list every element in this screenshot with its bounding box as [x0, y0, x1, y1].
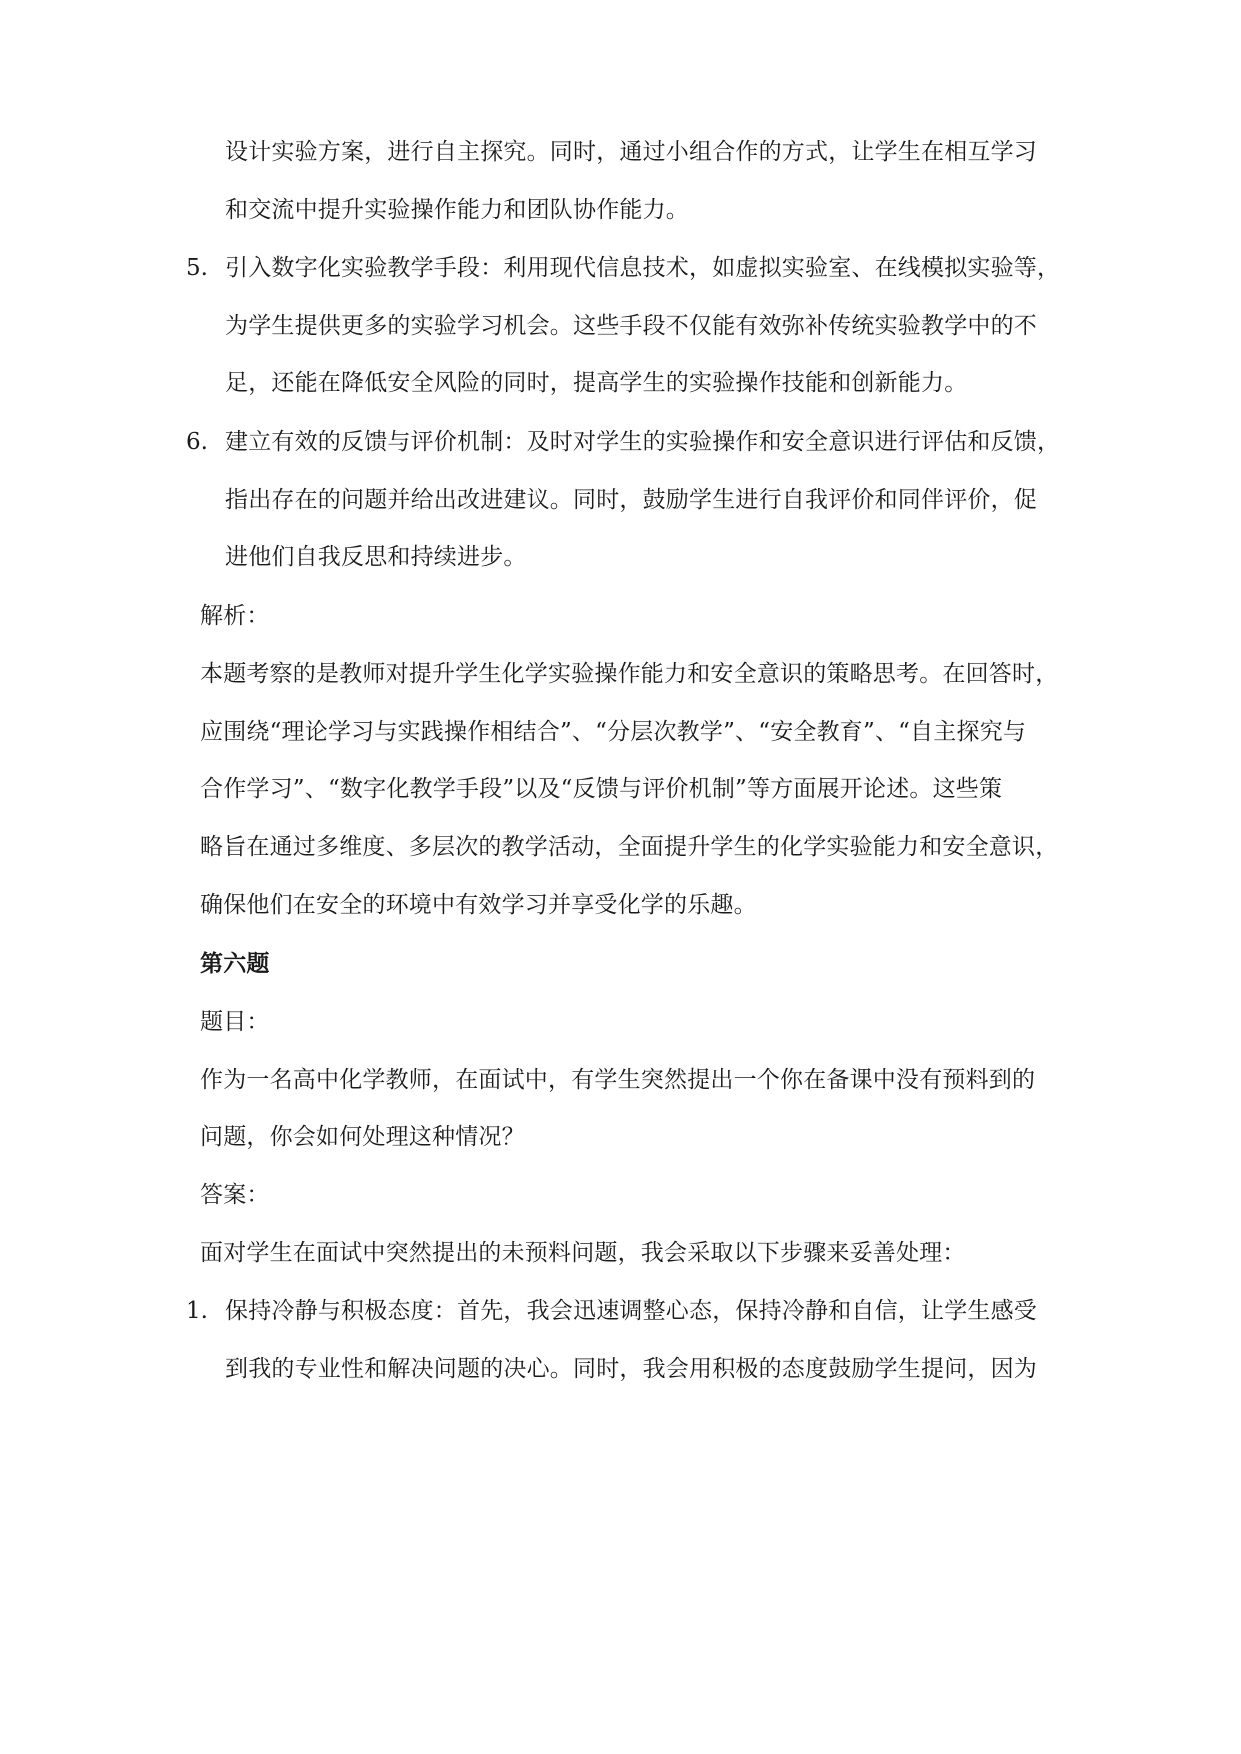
item6-line-2: 指出存在的问题并给出改进建议。同时，鼓励学生进行自我评价和同伴评价，促	[225, 487, 1037, 513]
analysis-label: 解析：	[200, 603, 270, 629]
step1-line-2: 到我的专业性和解决问题的决心。同时，我会用积极的态度鼓励学生提问，因为	[225, 1356, 1037, 1382]
item5-number: 5.	[186, 255, 208, 281]
question6-topic-line-1: 作为一名高中化学教师，在面试中，有学生突然提出一个你在备课中没有预料到的	[200, 1067, 1036, 1093]
analysis-line-4: 略旨在通过多维度、多层次的教学活动，全面提升学生的化学实验能力和安全意识，	[200, 834, 1059, 860]
item5-line-1: 引入数字化实验教学手段：利用现代信息技术，如虚拟实验室、在线模拟实验等，	[225, 255, 1061, 281]
item6-line-1: 建立有效的反馈与评价机制：及时对学生的实验操作和安全意识进行评估和反馈，	[225, 429, 1061, 455]
question6-answer-intro: 面对学生在面试中突然提出的未预料问题，我会采取以下步骤来妥善处理：	[200, 1240, 966, 1266]
question6-topic-line-2: 问题，你会如何处理这种情况？	[200, 1124, 525, 1150]
question6-topic-label: 题目：	[200, 1009, 270, 1035]
question6-answer-label: 答案：	[200, 1182, 270, 1208]
analysis-line-5: 确保他们在安全的环境中有效学习并享受化学的乐趣。	[200, 892, 757, 918]
item5-line-3: 足，还能在降低安全风险的同时，提高学生的实验操作技能和创新能力。	[225, 370, 968, 396]
item6-line-3: 进他们自我反思和持续进步。	[225, 544, 527, 570]
item6-number: 6.	[186, 429, 208, 455]
step1-number: 1.	[186, 1298, 208, 1324]
item4-line-1: 设计实验方案，进行自主探究。同时，通过小组合作的方式，让学生在相互学习	[225, 139, 1037, 165]
question6-heading: 第六题	[200, 950, 270, 977]
analysis-line-2: 应围绕“理论学习与实践操作相结合”、“分层次教学”、“安全教育”、“自主探究与	[200, 719, 1027, 745]
item5-line-2: 为学生提供更多的实验学习机会。这些手段不仅能有效弥补传统实验教学中的不	[225, 313, 1037, 339]
item4-line-2: 和交流中提升实验操作能力和团队协作能力。	[225, 197, 689, 223]
analysis-line-3: 合作学习”、“数字化教学手段”以及“反馈与评价机制”等方面展开论述。这些策	[200, 776, 1003, 802]
analysis-line-1: 本题考察的是教师对提升学生化学实验操作能力和安全意识的策略思考。在回答时，	[200, 661, 1059, 687]
step1-line-1: 保持冷静与积极态度：首先，我会迅速调整心态，保持冷静和自信，让学生感受	[225, 1298, 1037, 1324]
